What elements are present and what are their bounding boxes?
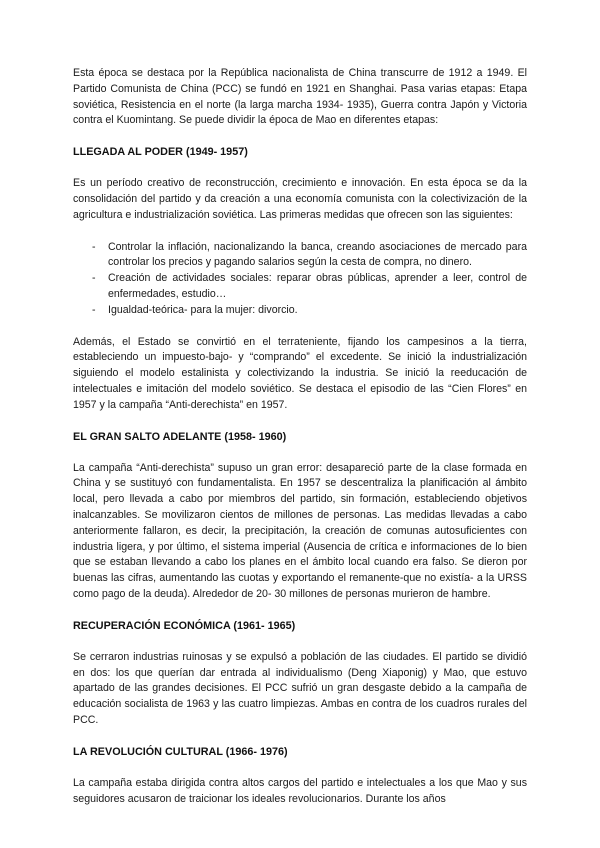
measures-list [73,240,527,319]
section-heading-revolucion-cultural: LA REVOLUCIÓN CULTURAL (1966- 1976) [73,745,288,758]
list-item-text: Creación de actividades sociales: reparar obras públicas, aprender a leer, control de enfermedades, estudio… [108,272,527,300]
list-item [73,240,527,272]
section-heading-gran-salto: EL GRAN SALTO ADELANTE (1958- 1960) [73,430,287,443]
bullet-dash: - [92,240,96,253]
list-item [73,271,527,303]
llegada-paragraph-1: Es un período creativo de reconstrucción, crecimiento e innovación. En esta época se da la consolidación del partido y da creación a una economía comunista con la colectivización de la agricultura e industrialización soviética. Las primeras medidas que ofrecen son las siguientes: [73,177,527,221]
intro-paragraph: Esta época se destaca por la República nacionalista de China transcurre de 1912 a 1949. El Partido Comunista de China (PCC) se fundó en 1921 en Shanghai. Pasa varias etapas: Etapa soviética, Resistencia en el norte (la larga marcha 1934- 1935), Guerra contra Japón y Victoria contra el Kuomintang. Se puede dividir la época de Mao en diferentes etapas: [73,67,527,127]
list-item-text: Igualdad-teórica- para la mujer: divorcio. [108,303,298,316]
list-item-text: Controlar la inflación, nacionalizando la banca, creando asociaciones de mercado para controlar los precios y pagando salarios según la cesta de compra, no dinero. [108,240,527,269]
bullet-dash: - [92,303,96,316]
recuperacion-paragraph: Se cerraron industrias ruinosas y se expulsó a población de las ciudades. El partido se dividió en dos: los que querían dar entrada al individualismo (Deng Xiaponig) y Mao, que estuvo apartado de las grandes decisiones. El PCC sufrió un gran desgaste debido a la campaña de educación socialista de 1963 y las cuatro limpiezas. Ambas en contra de los cuadros rurales del PCC. [73,650,527,726]
section-heading-llegada-al-poder: LLEGADA AL PODER (1949- 1957) [73,146,248,159]
bullet-dash: - [92,272,96,285]
section-heading-recuperacion: RECUPERACIÓN ECONÓMICA (1961- 1965) [73,619,296,632]
gran-salto-paragraph: La campaña “Anti-derechista” supuso un gran error: desapareció parte de la clase formada en China y se sustituyó con fundamentalista. En 1957 se descentraliza la planificación al ámbito local, pero llevada a cabo por miembros del partido, sin formación, estableciendo objetivos inalcanzables. Se movilizaron cientos de millones de personas. Las medidas llevadas a cabo anteriormente fallaron, es decir, la precipitación, la creación de comunas autosuficientes con industria ligera, y por último, el sistema imperial (Ausencia de crítica e informaciones de lo bien que se estaban llevando a cabo los planes en el ámbito local cuando era falso. Se dieron por buenas las cifras, aumentando las cuotas y exportando el remanente-que no existía- a la URSS como pago de la deuda). Alrededor de 20- 30 millones de personas murieron de hambre. [73,461,527,600]
revolucion-paragraph: La campaña estaba dirigida contra altos cargos del partido e intelectuales a los que Mao y sus seguidores acusaron de traicionar los ideales revolucionarios. Durante los años [73,776,527,805]
list-item [73,303,527,319]
llegada-paragraph-2: Además, el Estado se convirtió en el terrateniente, fijando los campesinos a la tierra, estableciendo un impuesto-bajo- y “comprando” el excedente. Se inició la industrialización siguiendo el modelo estalinista y colectivizando la industria. Se inició la reeducación de intelectuales e imitación del modelo soviético. Se destaca el episodio de las “Cien Flores” en 1957 y la campaña “Anti-derechista” en 1957. [73,335,527,411]
